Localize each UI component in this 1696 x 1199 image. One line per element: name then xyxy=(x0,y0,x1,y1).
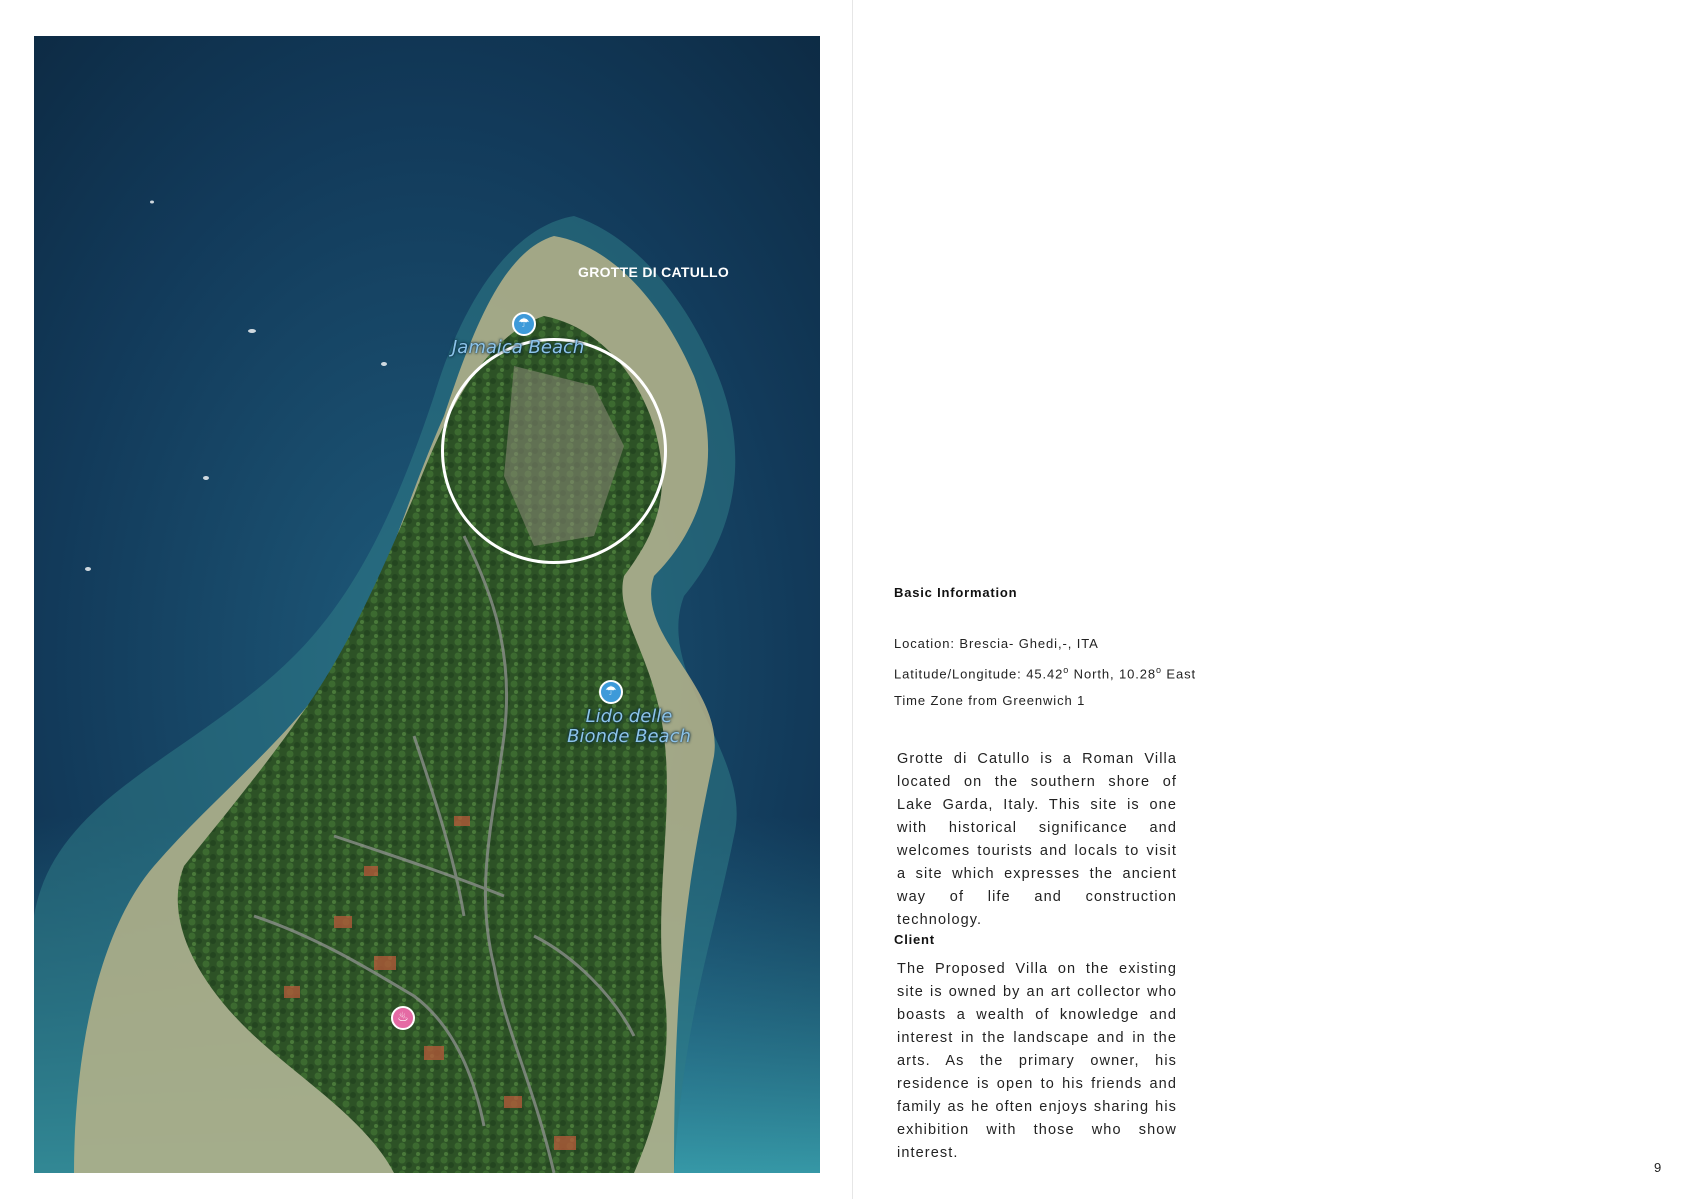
beach-umbrella-icon: ☂ xyxy=(599,680,623,704)
timezone-line: Time Zone from Greenwich 1 xyxy=(894,693,1086,709)
spa-icon: ♨ xyxy=(391,1006,415,1030)
site-highlight-circle xyxy=(441,338,667,564)
degree-mark: o xyxy=(1156,665,1162,675)
location-line: Location: Brescia- Ghedi,-, ITA xyxy=(894,636,1099,651)
page-number: 9 xyxy=(1654,1160,1662,1175)
section-heading-basic-info: Basic Information xyxy=(894,585,1018,600)
basic-info-section xyxy=(894,585,1214,600)
latlon-line xyxy=(894,657,1214,687)
section-heading-client: Client xyxy=(894,932,935,947)
degree-mark: o xyxy=(1063,665,1070,675)
beach-umbrella-icon: ☂ xyxy=(512,312,536,336)
aerial-map xyxy=(34,36,820,1173)
site-description-paragraph: Grotte di Catullo is a Roman Villa located on the southern shore of Lake Garda, Italy. This site is one with historical significance and welcomes tourists and locals to visit a site which expresses the ancient way of life and construction technology. xyxy=(897,751,1177,928)
poi-label-lido-delle-bionde xyxy=(534,707,724,747)
client-description xyxy=(894,958,1214,1165)
client-description-paragraph: The Proposed Villa on the existing site is owned by an art collector who boasts a wealth of knowledge and interest in the landscape and in the arts. As the primary owner, his residence is open to his friends and family as he often enjoys sharing his exhibition with those who show interest. xyxy=(897,961,1177,1161)
latlon-prefix: Latitude/Longitude: 45.42 xyxy=(894,666,1064,682)
latlon-middle: North, 10.28 xyxy=(1069,666,1157,682)
poi-label-jamaica-beach: Jamaica Beach xyxy=(452,337,585,358)
poi-label-line: Bionde Beach xyxy=(567,726,691,747)
aerial-map-graphic xyxy=(34,36,820,1173)
client-section xyxy=(894,932,1214,947)
map-site-title: GROTTE DI CATULLO xyxy=(578,264,730,280)
site-facts xyxy=(894,630,1214,714)
latlon-suffix: East xyxy=(1161,666,1197,682)
site-description xyxy=(894,748,1214,932)
poi-label-line: Lido delle xyxy=(585,706,673,727)
page-divider xyxy=(852,0,853,1199)
